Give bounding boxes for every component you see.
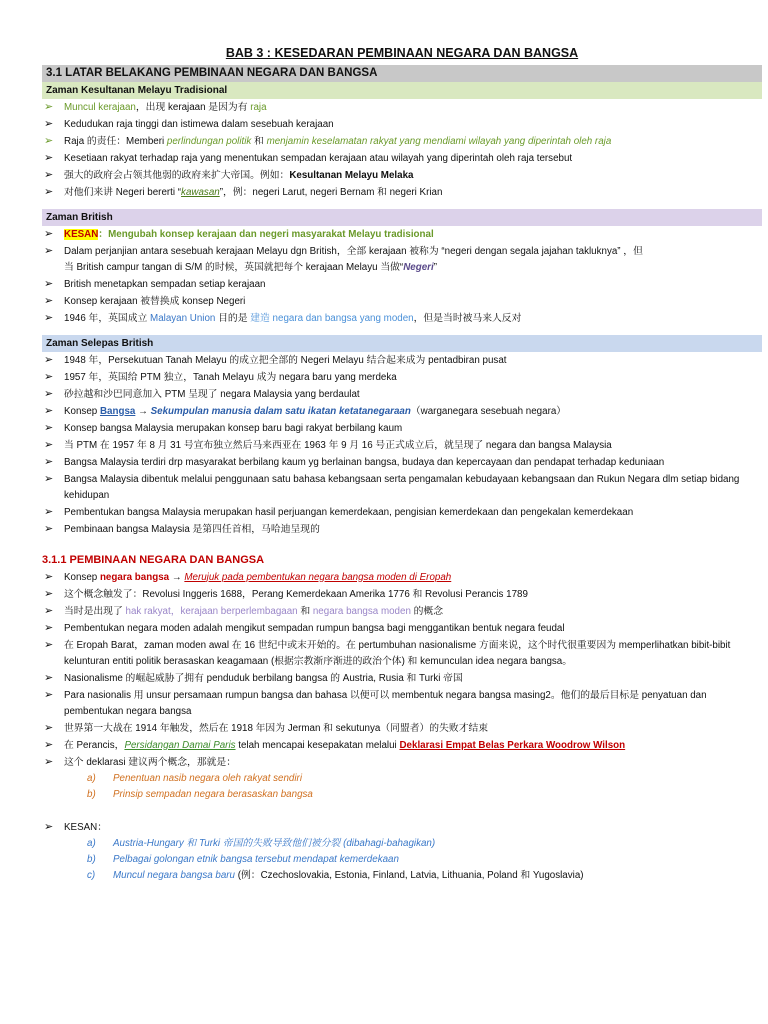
list-item: ➢ 砂拉越和沙巴同意加入 PTM 呈现了 negara Malaysia yang berdaulat (42, 386, 762, 403)
list-selepas-british (42, 352, 762, 538)
sublist-item: c) Muncul negara bangsa baru (例：Czechoslovakia, Estonia, Finland, Latvia, Lithuania, Poland 和 Yugoslavia) (87, 870, 584, 881)
section-heading-3-1-1: 3.1.1 PEMBINAAN NEGARA DAN BANGSA (42, 554, 265, 566)
list-item: ➢ Pembinaan bangsa Malaysia 是第四任首相，马哈迪呈现的 (42, 521, 762, 538)
chapter-title: BAB 3 : KESEDARAN PEMBINAAN NEGARA DAN BANGSA (225, 46, 579, 60)
list-item: ➢ KESAN： (42, 819, 762, 836)
list-item: ➢ Raja 的责任：Memberi perlindungan politik 和 menjamin keselamatan rakyat yang mendiami wilayah yang diperintah oleh raja (42, 133, 762, 150)
list-item: ➢ 1946 年，英国成立 Malayan Union 目的是 建造 negara dan bangsa yang moden，但是当时被马来人反对 (42, 310, 762, 327)
list-item: ➢ Nasionalisme 的崛起威胁了拥有 penduduk berbilang bangsa 的 Austria, Rusia 和 Turki 帝国 (42, 670, 762, 687)
list-item: ➢ Konsep negara bangsa → Merujuk pada pembentukan negara bangsa moden di Eropah (42, 569, 762, 586)
list-pembinaan (42, 569, 762, 771)
list-item: ➢ Muncul kerajaan，出现 kerajaan 是因为有 raja (42, 99, 762, 116)
list-item: ➢ 对他们来讲 Negeri bererti “kawasan”，例：negeri Larut, negeri Bernam 和 negeri Krian (42, 184, 762, 201)
sublist-deklarasi (42, 771, 762, 803)
list-kesultanan (42, 99, 762, 201)
list-item: ➢ 强大的政府会占领其他弱的政府来扩大帝国。例如：Kesultanan Melayu Melaka (42, 167, 762, 184)
list-item: ➢ 在 Perancis，Persidangan Damai Paris telah mencapai kesepakatan melalui Deklarasi Empat Belas Perkara Woodrow Wilson (42, 737, 762, 754)
list-item: ➢ 这个概念触发了：Revolusi Inggeris 1688，Perang Kemerdekaan Amerika 1776 和 Revolusi Perancis 1789 (42, 586, 762, 603)
sublist-item: a) Austria-Hungary 和 Turki 帝国的失败导致他们被分裂 (dibahagi-bahagikan) (87, 838, 436, 849)
list-item: ➢ Bangsa Malaysia terdiri drp masyarakat berbilang kaum yg berlainan bangsa, budaya dan kepercayaan dan pendapat terhadap keduniaan (42, 454, 762, 471)
list-item: ➢ Pembentukan negara moden adalah mengikut sempadan rumpun bangsa bagi menggantikan bentuk negara feudal (42, 620, 762, 637)
list-item: ➢ Konsep bangsa Malaysia merupakan konsep baru bagi rakyat berbilang kaum (42, 420, 762, 437)
list-item: ➢ 1957 年，英国给 PTM 独立，Tanah Melayu 成为 negara baru yang merdeka (42, 369, 762, 386)
list-kesan (42, 819, 762, 836)
sublist-kesan (42, 836, 762, 884)
list-item: ➢ 世界第一大战在 1914 年触发，然后在 1918 年因为 Jerman 和 sekutunya（同盟者）的失败才结束 (42, 720, 762, 737)
subheading-kesultanan: Zaman Kesultanan Melayu Tradisional (42, 82, 762, 99)
list-item: ➢ Kesetiaan rakyat terhadap raja yang menentukan sempadan kerajaan atau wilayah yang diperintah oleh raja tersebut (42, 150, 762, 167)
list-british (42, 226, 762, 327)
sublist-item: a) Penentuan nasib negara oleh rakyat sendiri (87, 773, 302, 784)
list-item: ➢ Konsep kerajaan 被替换成 konsep Negeri (42, 293, 762, 310)
subheading-british: Zaman British (42, 209, 762, 226)
list-item: ➢ KESAN：Mengubah konsep kerajaan dan negeri masyarakat Melayu tradisional (42, 226, 762, 243)
list-item: ➢ 1948 年，Persekutuan Tanah Melayu 的成立把全部的 Negeri Melayu 结合起来成为 pentadbiran pusat (42, 352, 762, 369)
list-item: ➢ 当时是出现了 hak rakyat，kerajaan berperlembagaan 和 negara bangsa moden 的概念 (42, 603, 762, 620)
list-item: ➢ Dalam perjanjian antara sesebuah kerajaan Melayu dgn British，全部 kerajaan 被称为 “negeri dengan segala jajahan takluknya” ，但 当 British campur tangan di S/M 的时候，英国就把每个 kerajaan Melayu 当做“Negeri” (42, 243, 762, 276)
sublist-item: b) Prinsip sempadan negara berasaskan bangsa (87, 789, 313, 800)
sublist-item: b) Pelbagai golongan etnik bangsa tersebut mendapat kemerdekaan (87, 854, 399, 865)
list-item: ➢ 这个 deklarasi 建议两个概念，那就是： (42, 754, 762, 771)
list-item: ➢ Para nasionalis 用 unsur persamaan rumpun bangsa dan bahasa 以便可以 membentuk negara bangsa masing2。他们的最后目标是 penyatuan dan pembentukan negara bangsa (42, 687, 762, 720)
list-item: ➢ 当 PTM 在 1957 年 8 月 31 号宣布独立然后马来西亚在 1963 年 9 月 16 号正式成立后，就呈现了 negara dan bangsa Malaysia (42, 437, 762, 454)
section-heading-3-1: 3.1 LATAR BELAKANG PEMBINAAN NEGARA DAN BANGSA (42, 65, 762, 82)
list-item: ➢ Pembentukan bangsa Malaysia merupakan hasil perjuangan kemerdekaan, pengisian kemerdekaan dan pengekalan kemerdekaan (42, 504, 762, 521)
subheading-selepas-british: Zaman Selepas British (42, 335, 762, 352)
list-item: ➢ Konsep Bangsa → Sekumpulan manusia dalam satu ikatan ketatanegaraan（warganegara sesebuah negara） (42, 403, 762, 420)
list-item: ➢ Kedudukan raja tinggi dan istimewa dalam sesebuah kerajaan (42, 116, 762, 133)
list-item: ➢ British menetapkan sempadan setiap kerajaan (42, 276, 762, 293)
list-item: ➢ Bangsa Malaysia dibentuk melalui penggunaan satu bahasa kebangsaan serta pengamalan kebudayaan kebangsaan dan Rukun Negara dlm setiap bidang kehidupan (42, 471, 762, 504)
document-page (42, 0, 762, 884)
list-item: ➢ 在 Eropah Barat，zaman moden awal 在 16 世纪中或末开始的。在 pertumbuhan nasionalisme 方面来说，这个时代很重要因为 memperlihatkan bibit-bibit kelunturan entiti politik berasaskan keagamaan (根据宗教渐序渐进的政治个体) 和 kemunculan idea negara bangsa。 (42, 637, 762, 670)
